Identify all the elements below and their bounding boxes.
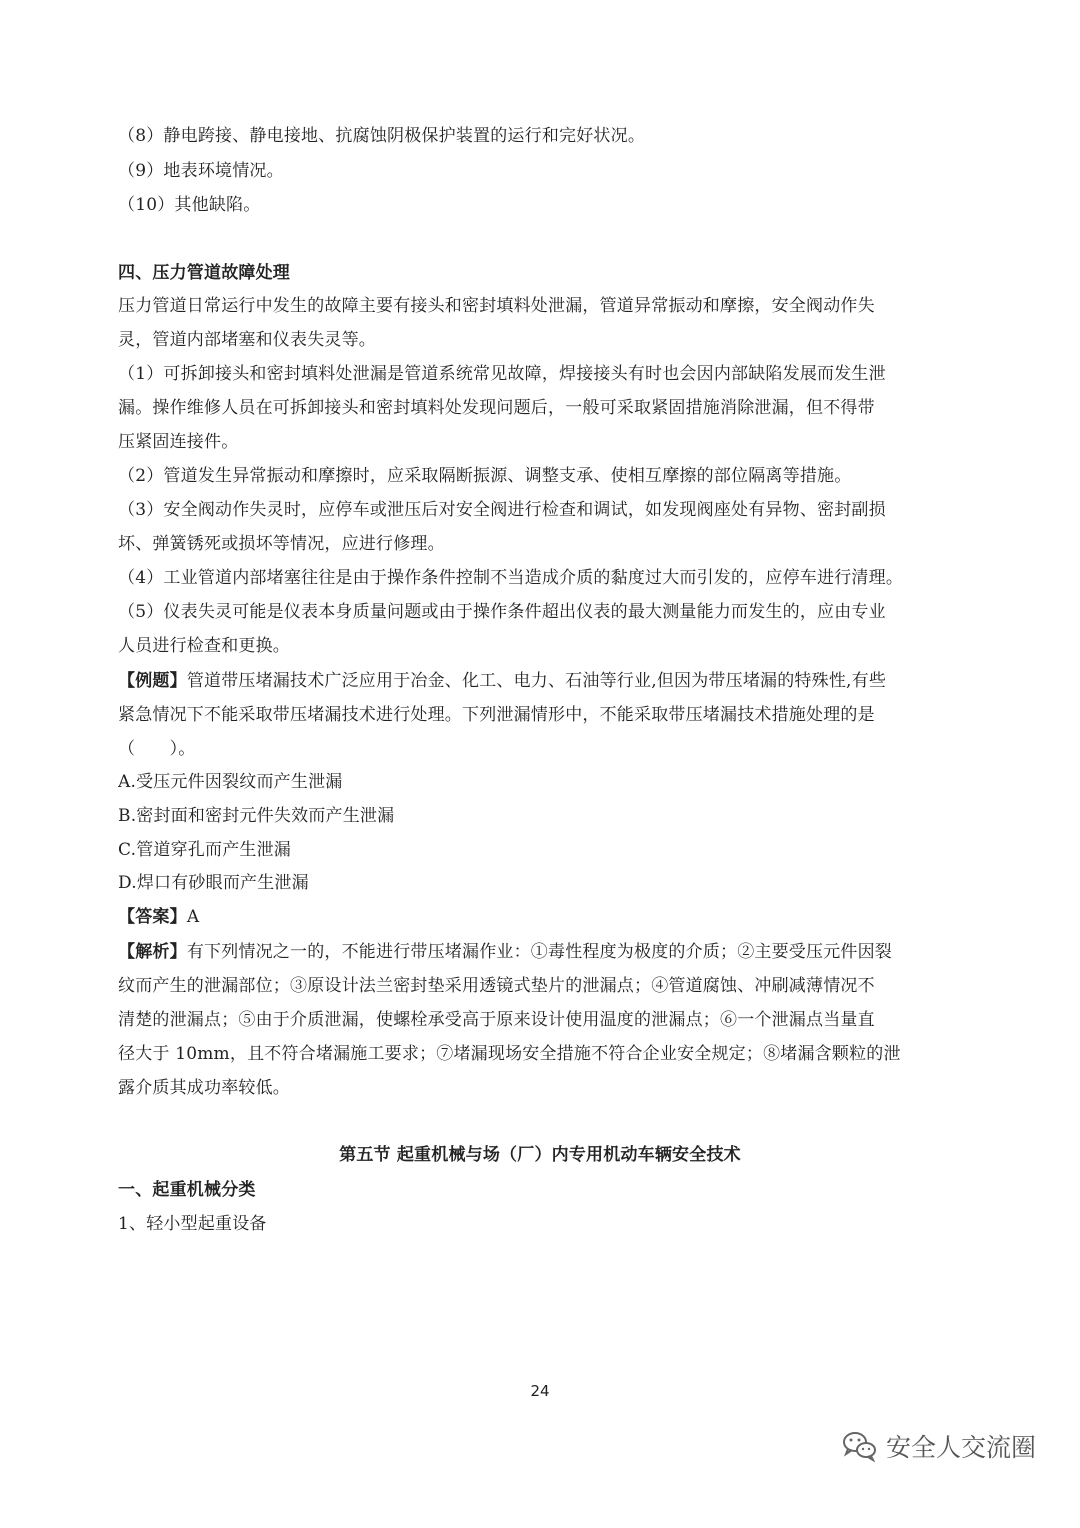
watermark xyxy=(842,1428,1036,1464)
analysis-line: 露介质其成功率较低。 xyxy=(118,1078,290,1098)
paragraph-line: 灵，管道内部堵塞和仪表失灵等。 xyxy=(118,330,376,350)
wechat-icon xyxy=(842,1430,878,1462)
option-c: C.管道穿孔而产生泄漏 xyxy=(118,840,292,860)
example-label: 【例题】 xyxy=(118,671,187,691)
item-10: （10）其他缺陷。 xyxy=(118,195,261,215)
analysis-line: 径大于 10mm，且不符合堵漏施工要求；⑦堵漏现场安全措施不符合企业安全规定；⑧堵漏含颗粒的泄 xyxy=(118,1044,901,1064)
paragraph-line: 压紧固连接件。 xyxy=(118,432,239,452)
watermark-text: 安全人交流圈 xyxy=(886,1433,1037,1462)
paragraph-line: 坏、弹簧锈死或损坏等情况，应进行修理。 xyxy=(118,534,445,554)
paragraph-line: （5）仪表失灵可能是仪表本身质量问题或由于操作条件超出仪表的最大测量能力而发生的，应由专业 xyxy=(118,602,886,622)
option-a: A.受压元件因裂纹而产生泄漏 xyxy=(118,772,343,792)
example-line: 紧急情况下不能采取带压堵漏技术进行处理。下列泄漏情形中，不能采取带压堵漏技术措施处理的是 xyxy=(118,705,875,725)
paragraph-line: （2）管道发生异常振动和摩擦时，应采取隔断振源、调整支承、使相互摩擦的部位隔离等措施。 xyxy=(118,466,852,486)
item-9: （9）地表环境情况。 xyxy=(118,161,284,181)
analysis-line: 【解析】有下列情况之一的，不能进行带压堵漏作业：①毒性程度为极度的介质；②主要受压元件因裂 xyxy=(118,942,893,962)
paragraph-line: 漏。操作维修人员在可拆卸接头和密封填料处发现问题后，一般可采取紧固措施消除泄漏，但不得带 xyxy=(118,398,875,418)
subsection-heading: 一、起重机械分类 xyxy=(118,1180,256,1200)
option-d: D.焊口有砂眼而产生泄漏 xyxy=(118,873,309,893)
paragraph-line: 人员进行检查和更换。 xyxy=(118,636,290,656)
option-b: B.密封面和密封元件失效而产生泄漏 xyxy=(118,806,395,826)
section-heading-4: 四、压力管道故障处理 xyxy=(118,263,290,283)
item-8: （8）静电跨接、静电接地、抗腐蚀阴极保护装置的运行和完好状况。 xyxy=(118,126,646,146)
paragraph-line: 压力管道日常运行中发生的故障主要有接头和密封填料处泄漏，管道异常振动和摩擦，安全阀动作失 xyxy=(118,296,875,316)
analysis-line: 纹而产生的泄漏部位；③原设计法兰密封垫采用透镜式垫片的泄漏点；④管道腐蚀、冲刷减薄情况不 xyxy=(118,976,875,996)
analysis-line: 清楚的泄漏点；⑤由于介质泄漏，使螺栓承受高于原来设计使用温度的泄漏点；⑥一个泄漏点当量直 xyxy=(118,1010,875,1030)
analysis-label: 【解析】 xyxy=(118,942,187,962)
example-line: （ ）。 xyxy=(118,739,196,759)
paragraph-line: （4）工业管道内部堵塞往往是由于操作条件控制不当造成介质的黏度过大而引发的，应停车进行清理。 xyxy=(118,568,904,588)
answer-line: 【答案】A xyxy=(118,907,200,927)
page-number: 24 xyxy=(530,1382,550,1400)
answer-label: 【答案】 xyxy=(118,907,187,927)
paragraph-line: （1）可拆卸接头和密封填料处泄漏是管道系统常见故障，焊接接头有时也会因内部缺陷发展而发生泄 xyxy=(118,364,886,384)
section-title: 第五节 起重机械与场（厂）内专用机动车辆安全技术 xyxy=(339,1145,741,1165)
paragraph-line: （3）安全阀动作失灵时，应停车或泄压后对安全阀进行检查和调试，如发现阀座处有异物、密封副损 xyxy=(118,500,886,520)
list-item: 1、轻小型起重设备 xyxy=(118,1214,267,1234)
example-line: 【例题】管道带压堵漏技术广泛应用于冶金、化工、电力、石油等行业,但因为带压堵漏的特殊性,有些 xyxy=(118,671,887,691)
